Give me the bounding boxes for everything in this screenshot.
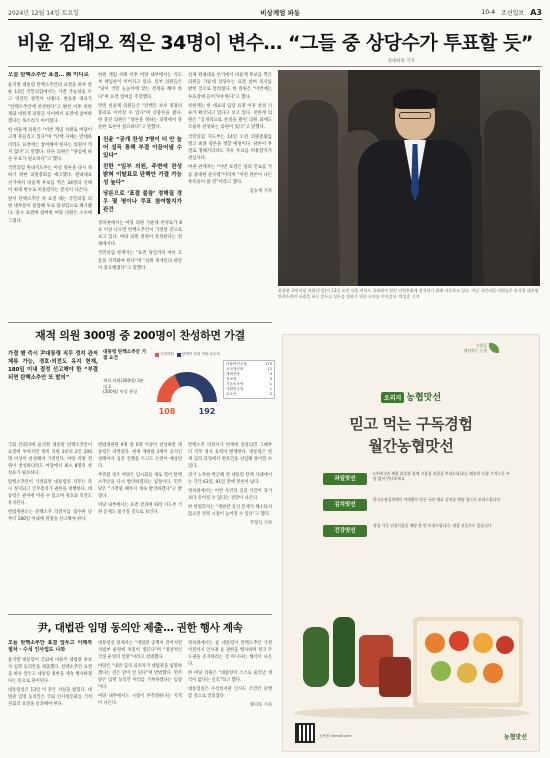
legend-label: 국민의힘 — [160, 352, 174, 356]
paragraph: 탄핵소추안이 가결되면 대통령의 직무는 즉시 정지되고 국무총리가 권한을 대행한다. 대통령은 관저에 머물 수 있으며 경호와 의전도 유지된다. — [8, 480, 92, 506]
story2-column-3 — [188, 442, 272, 610]
bottle — [303, 627, 329, 687]
paragraph: 대통령실 관계자는 “대법관 공백이 길어지면 사법부 운영에 차질이 생긴다”며 “정상적인 국정 운영의 일환”이라고 설명했다. — [98, 641, 182, 660]
party-name: 개혁신당 — [226, 372, 240, 376]
orange-fruit — [425, 633, 445, 653]
legend-item — [155, 352, 174, 357]
page-number: A3 — [530, 8, 542, 17]
paragraph: 정치권에서는 여당 의원 가운데 찬성표가 8표 이상 나오면 탄핵소추안이 가결될 것으로 보고 있다. 야당 의원 전원이 찬성한다는 전제에서다. — [98, 220, 182, 248]
party-seats: 1 — [269, 382, 272, 386]
ad-headline-2: 월간농협맛선 — [368, 437, 454, 455]
ad-top-logo-line: 배달하는 농협 — [463, 348, 487, 353]
story1-byline: 권녜희원 기자 — [387, 59, 415, 64]
party-row — [226, 392, 272, 397]
paragraph: 윤석열 대통령 탄핵소추안의 표결을 하루 앞둔 13일 국민의힘에서는 가결 가능성을 두고 엇갈린 관측이 나왔다. 한동훈 대표가 “탄핵소추안에 찬성한다”고 밝힌 이후 친한계와 비한계 의원들 사이에서 표결에 참여하겠다는 목소리가 이어졌다. — [8, 83, 92, 125]
story3-column-3 — [188, 640, 272, 752]
paragraph: 실제 원내대표 선거에서 비윤계 후보를 찍은 의원들 가운데 상당수는 표결 참여 의사를 밝힌 것으로 알려졌다. 한 의원은 “이번에는 투표장에 들어가야 한다”고 했다. — [188, 73, 272, 100]
story3-column-1 — [8, 640, 92, 752]
party-name: 사회민주당 — [226, 387, 244, 391]
story3-column-2 — [98, 640, 182, 752]
paragraph: 국회 본회의에 윤석열 대통령 탄핵소추안이 표결에 부쳐지면 재적 의원 3분의 2인 200명 이상이 찬성해야 가결된다. 야당 의원 전원이 찬성하더라도 여당에서 최소 8명의 찬성표가 필요하다. — [8, 443, 92, 476]
paragraph: 대통령실은 수석비서관 인사도 조만간 단행할 것으로 알려졌다. — [188, 687, 272, 699]
paragraph: 헌법재판소는 탄핵소추 의결서를 접수한 날부터 180일 이내에 결정을 선고해야 한다. — [8, 510, 92, 522]
paragraph: 헌법재판관 9명 중 6명 이상이 찬성하면 대통령은 파면된다. 현재 재판관 3명이 공석인 상태여서 심리 진행을 두고도 논란이 예상된다. — [98, 443, 182, 469]
party-name: 더불어민주당 — [226, 362, 247, 366]
chart-legend — [155, 352, 220, 357]
divider — [8, 66, 542, 67]
subhead-line: 친한 “일부 의원, 주변에 찬성 밝혀 이탈표로 탄핵안 가결 가능성 높다” — [103, 163, 182, 186]
paragraph: 국민의힘 관계자는 “표결 당일까지 여론 흐름을 지켜봐야 한다”며 “의원 개개인의 판단이 중요해졌다”고 말했다. — [98, 251, 182, 271]
party-seats: 1 — [269, 387, 272, 391]
story2-headline: 재적 의원 300명 중 200명이 찬성하면 가결 — [35, 329, 245, 342]
paragraph: 여당 내부에서도 시점이 부적절하다는 지적이 나온다. — [98, 694, 182, 706]
donut-slice-opposition — [174, 372, 217, 402]
ad-top-logo-line: 사랑을 — [475, 343, 487, 348]
ad-product-image — [283, 587, 540, 727]
party-name: 무소속 — [226, 392, 237, 396]
story1-column-1 — [8, 72, 92, 318]
paper-info — [481, 8, 542, 17]
donut-label-opposition: 192 — [198, 407, 216, 416]
paragraph: 친한계는 한 대표의 입장 표명 이후 찬성 기류가 확산되고 있다고 보고 있다. 친한계 의원은 “공개적으로 찬성을 밝힌 의원 외에도 조용히 찬성하는 의원이 있다”고 말했다. — [188, 103, 272, 131]
shadow — [294, 707, 530, 719]
ad-contact: 농협몰 nhmall.com — [319, 734, 352, 738]
story3-headline: 尹, 대법관 임명 동의안 제출… 권한 행사 계속 — [37, 622, 243, 634]
section-title: 비상계엄 파동 — [260, 9, 301, 17]
paragraph: 앞서 탄핵소추안 첫 표결 때는 국민의힘 의원 대부분이 불참해 투표 불성립으로 폐기됐다. 당시 표결에 참여한 여당 의원은 소수에 그쳤다. — [8, 197, 92, 224]
paragraph: 한편 계엄 사태 이후 여당 내부에서는 지도부 책임론이 이어지고 있다. 일부 의원들은 “당이 국민 눈높이에 맞는 결정을 해야 한다”며 표결 참여를 주장했다. — [98, 73, 182, 100]
party-seats: 170 — [265, 362, 272, 366]
subhead-line: 당론으로 ‘표결 불참’ 정해질 경우 몇 명이나 투표 참여할지가 관건 — [103, 190, 182, 213]
story2-column-2 — [98, 442, 182, 610]
apple-fruit — [449, 631, 469, 651]
orange-fruit — [483, 663, 503, 683]
ad-brand-name: 농협맛선 — [406, 393, 442, 403]
story2-lede-box — [8, 350, 98, 440]
issue-date: 2024년 12월 14일 토요일 — [8, 10, 80, 17]
main-person — [380, 92, 450, 286]
party-name: 조국혁신당 — [226, 367, 244, 371]
paragraph: 정치권에서는 윤 대통령이 탄핵소추안 가결 이전까지 인사권 등 권한을 행사하며 정국 주도권을 유지하려는 것 아니냐는 해석이 나온다. — [188, 641, 272, 667]
paragraph: 국민의힘 지도부는 14일 오전 의원총회를 열고 최종 당론을 정할 예정이다. 당론이 부결로 정해지더라도 자유 투표를 허용할지가 관심사다. — [188, 134, 272, 162]
subhead-line: 친윤 “공개 찬성 7명이 더 안 늘어 설득 통해 부결 이끌어낼 수 있다” — [103, 136, 182, 159]
photo-caption: 윤상현 국민의힘 의원(중앙)이 13일 오전 서울 여의도 국회에서 열린 의원총회에 참석하기 위해 이동하고 있다. 이날 국민의힘 의원들은 윤석열 대통령 탄핵소추안 표결을 하루 앞두고 당론을 정하기 위한 논의를 이어갔다. 박상훈 기자 — [278, 288, 539, 299]
leaf-icon — [489, 343, 499, 353]
reporter-credit: 김승재 기자 — [249, 189, 272, 195]
legend-swatch — [155, 353, 159, 357]
kimchi-pack — [379, 657, 411, 697]
ad-tag: 건강맛선 — [323, 525, 367, 537]
paragraph: 부결될 경우 야당은 임시회를 새로 열어 탄핵소추안을 다시 발의하겠다는 입장이다. 민주당은 “가결될 때까지 계속 발의하겠다”고 밝혔다. — [98, 473, 182, 499]
pear-fruit — [457, 663, 477, 683]
paragraph: 한 헌법학자는 “재판관 공석 문제가 해소되지 않으면 결정 시점이 늦어질 수 있다”고 했다. — [188, 505, 272, 517]
paragraph: 한 비윤계 의원은 “이번 계엄 사태로 여당이 크게 흔들리고 있다”며 “탄핵 자체는 반대하더라도 표결에는 참여해야 한다는 의원이 적지 않다”고 말했다. 다른 의원은 “양심에 따른 투표가 필요하다”고 했다. — [8, 128, 92, 163]
story1-lede-title: 오늘 탄핵소추안 표결… 與 이디로 — [8, 72, 89, 78]
legend-item — [177, 352, 220, 357]
qr-code[interactable] — [295, 723, 315, 743]
paragraph: 정치권에서는 이번 사건의 심리 기간이 과거보다 길어질 수 있다는 전망이 나온다. — [188, 489, 272, 501]
chart-title: 대통령 탄핵소추안 가결 요건 — [103, 350, 147, 361]
paragraph: 대통령실은 13일 이 같은 사실을 밝혔다. 대법관 임명 동의안은 국회 인사청문회를 거쳐 본회의 표결을 통과해야 한다. — [8, 688, 92, 707]
paragraph: 야당은 “내란 혐의 피의자가 대법관을 임명하겠다는 것은 말이 안 된다”며 반발했다. 민주당은 임명 동의안 처리를 거부하겠다는 입장이다. — [98, 664, 182, 690]
ad-tag-desc: 2주에 1번 제철 과일과 함께 고품질 과일을 보내드립니다. 배송비 포함 가격으로 부담 없이 만나보세요 — [373, 471, 510, 482]
party-seats: 3 — [269, 372, 272, 376]
paragraph: 과거 노무현·박근혜 전 대통령 탄핵 사례에서는 각각 63일, 91일 만에 결론이 났다. — [188, 473, 272, 485]
ad-top-logo — [464, 343, 487, 353]
party-name: 진보당 — [226, 377, 237, 381]
ad-headline-1: 믿고 먹는 구독경험 — [349, 415, 473, 433]
news-photo — [278, 70, 540, 286]
paragraph: 국민의힘 원내지도부는 이날 당론을 다시 정하기 위한 의원총회를 예고했다. 원내대표 선거에서 비윤계 후보를 찍은 34명의 선택이 최대 변수로 떠올랐다는 분석이 나온다. — [8, 166, 92, 193]
gift-box-inner — [417, 621, 519, 703]
party-name: 기본소득당 — [226, 382, 244, 386]
paper-name: 조선일보 — [501, 10, 525, 17]
seat-chart — [103, 350, 275, 436]
story2-column-1 — [8, 442, 92, 610]
party-seats: 3 — [269, 377, 272, 381]
legend-label: 탄핵안 찬성 야당·무소속 — [181, 352, 221, 356]
party-seats: 2 — [269, 392, 272, 396]
paragraph: 여권 관계자는 “이번 표결은 당의 진로를 가를 중대한 분수령”이라며 “어떤 결론이 나든 후폭풍이 클 것”이라고 했다. — [188, 165, 272, 185]
orange-fruit — [473, 633, 493, 653]
reporter-credit: 주형식 기자 — [249, 521, 272, 526]
party-seats: 12 — [267, 367, 272, 371]
edition: 10-4 — [481, 9, 496, 16]
ad-brand — [283, 385, 539, 404]
ad-bottom-logo: 농협맛선 — [503, 734, 527, 741]
ad-tag: 김치맛선 — [323, 499, 367, 511]
donut-label-ppp: 108 — [158, 407, 176, 416]
divider — [8, 322, 272, 323]
ad-tag-desc: 한국농협김치에서 직매출로 만든 국산 재료 김치를 매달 집으로 보내드립니다 — [373, 497, 501, 502]
background-person — [484, 110, 532, 286]
chart-subtitle-line: (200명) 이상 찬성 — [103, 389, 138, 395]
pear-fruit — [431, 661, 451, 681]
seat-donut-chart — [151, 362, 223, 434]
story3-lede: 오늘 탄핵소추안 표결 앞두고 이례적 절차 · 수석 인사업도 나와 — [8, 640, 92, 653]
background-person — [288, 100, 338, 286]
legend-swatch — [177, 353, 181, 357]
paragraph: 여당 내부에서는 표결 결과에 따라 지도부 거취 문제도 불거질 것으로 보인다. — [98, 503, 182, 515]
chart-subtitle — [103, 378, 147, 395]
bottle — [333, 617, 355, 687]
chart-subtitle-line: 재적 의원(300명) 3분의 2 — [103, 378, 144, 389]
paragraph: 윤석열 대통령이 국회에 마용주 대법관 후보자 임명 동의안을 제출했다. 탄핵소추안 표결을 하루 앞두고 대통령 권한을 계속 행사하겠다는 뜻으로 풀이된다. — [8, 658, 92, 684]
masthead — [8, 6, 542, 20]
ad-badge: 오리지 — [381, 392, 404, 403]
advertisement[interactable] — [282, 334, 540, 752]
paragraph: 반면 친윤계 의원들은 “탄핵은 보수 정권의 붕괴로 이어질 수 있다”며 신중론을 폈다. 한 중진 의원은 “당론을 정하는 과정에서 충분한 토론이 필요하다”고 말했다. — [98, 103, 182, 131]
story1-headline: 비윤 김태오 찍은 34명이 변수… “그들 중 상당수가 투표할 듯” — [17, 32, 533, 54]
reporter-credit: 양지호 기자 — [249, 703, 272, 708]
ad-tag-desc: 정성 가득 건강식품을 매달 한 번 보내드립니다. 명절 선물로도 좋습니다 — [373, 523, 492, 528]
story1-subhead — [98, 136, 182, 214]
party-seat-list — [223, 360, 275, 399]
apple-fruit — [496, 636, 514, 654]
story1-column-3 — [188, 72, 272, 318]
paragraph: 탄핵소추 의결서가 헌재에 송달되면 그때부터 직무 정지 효력이 발생한다. 대통령은 헌재 심리 과정에서 변호인을 선임해 방어할 수 있다. — [188, 443, 272, 469]
divider — [8, 614, 272, 615]
ad-tag: 과일맛선 — [323, 473, 367, 485]
story1-column-2 — [98, 72, 182, 318]
paragraph: 한 여당 의원은 “대통령이 스스로 물러날 생각이 없다는 신호”라고 했다. — [188, 671, 272, 683]
story2-lede: 가결 땐 즉시 尹대통령 직무 정지 관저 체류 가능, 경호·의전도 유지 헌재, 180일 이내 결정 선고해야 한 “부결되면 탄핵소추안 또 발의” — [8, 351, 98, 381]
